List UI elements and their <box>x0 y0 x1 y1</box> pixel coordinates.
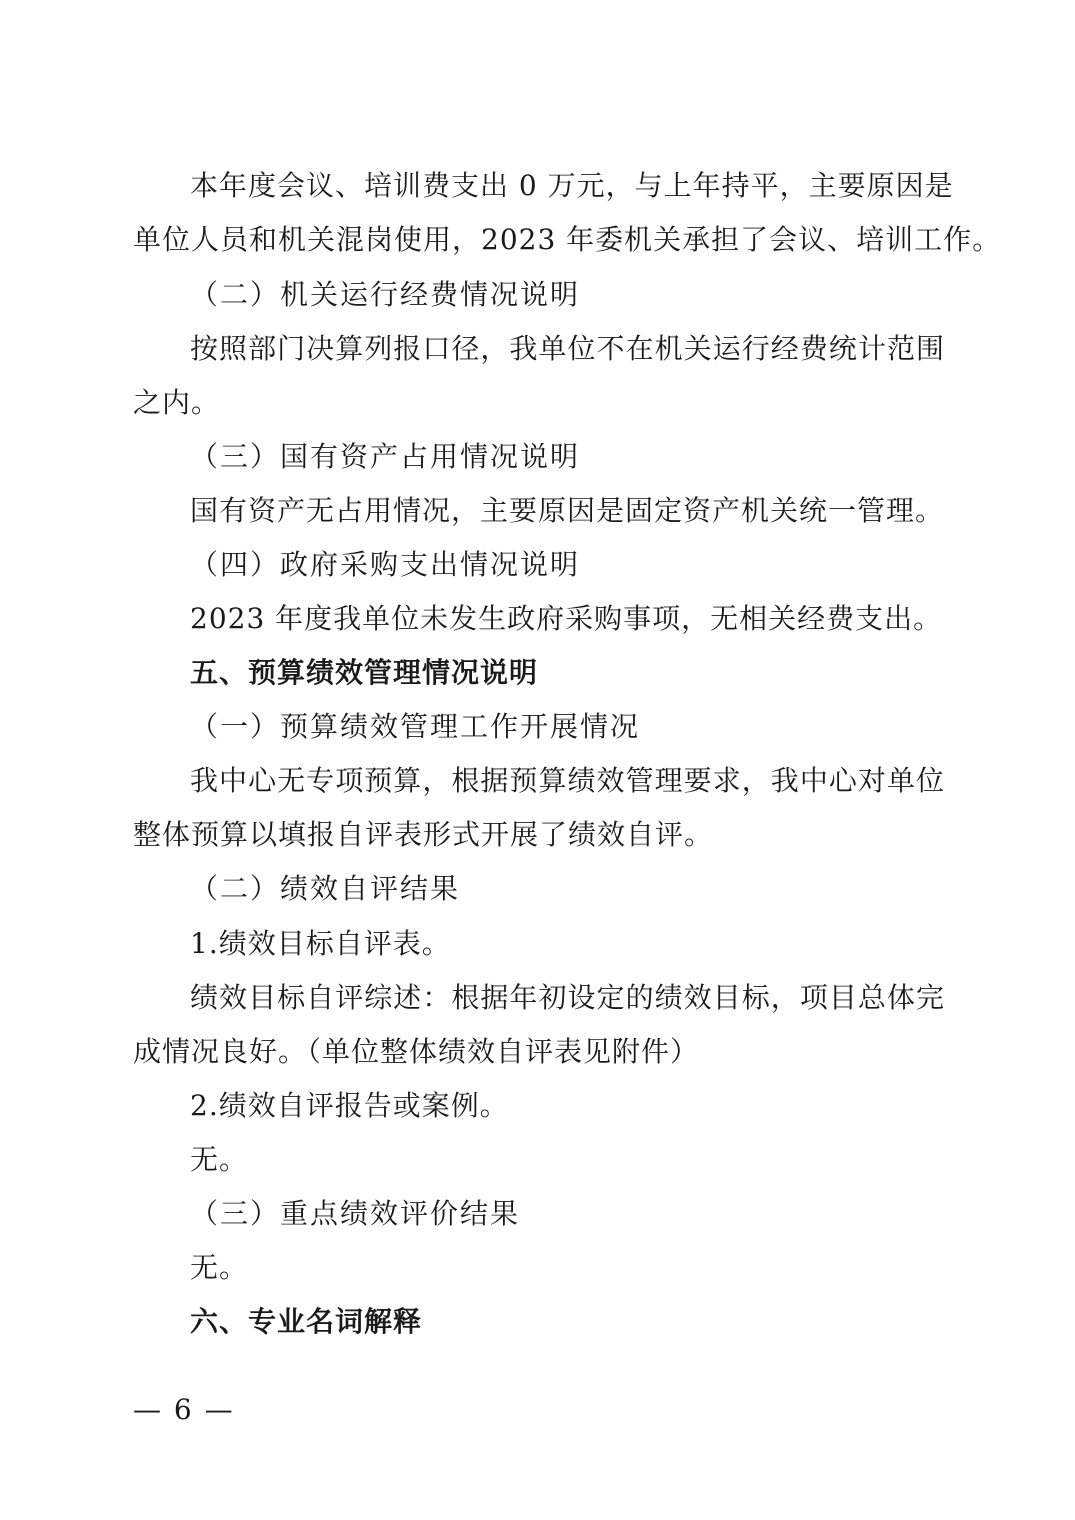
page-number: — 6 — <box>133 1393 235 1426</box>
subsection-heading: （三）国有资产占用情况说明 <box>190 440 581 473</box>
paragraph-line: 我中心无专项预算，根据预算绩效管理要求，我中心对单位 <box>190 764 945 797</box>
paragraph-line: 本年度会议、培训费支出 0 万元，与上年持平，主要原因是 <box>190 169 954 202</box>
paragraph-line: 按照部门决算列报口径，我单位不在机关运行经费统计范围 <box>190 332 945 365</box>
paragraph-line: 无。 <box>190 1251 249 1284</box>
subsection-heading: （一）预算绩效管理工作开展情况 <box>190 710 641 743</box>
subsection-heading: （四）政府采购支出情况说明 <box>190 548 581 581</box>
paragraph-line: 1.绩效目标自评表。 <box>190 927 451 960</box>
paragraph-line: 国有资产无占用情况，主要原因是固定资产机关统一管理。 <box>190 494 945 527</box>
subsection-heading: （二）机关运行经费情况说明 <box>190 278 581 311</box>
section-heading: 五、预算绩效管理情况说明 <box>190 656 539 689</box>
paragraph-line: 单位人员和机关混岗使用，2023 年委机关承担了会议、培训工作。 <box>133 223 1002 256</box>
subsection-heading: （二）绩效自评结果 <box>190 872 461 905</box>
paragraph-line: 无。 <box>190 1143 249 1176</box>
paragraph-line: 成情况良好。（单位整体绩效自评表见附件） <box>133 1035 700 1068</box>
section-heading: 六、专业名词解释 <box>190 1305 423 1338</box>
paragraph-line: 整体预算以填报自评表形式开展了绩效自评。 <box>133 818 714 851</box>
paragraph-line: 绩效目标自评综述：根据年初设定的绩效目标，项目总体完 <box>190 981 945 1014</box>
paragraph-line: 2023 年度我单位未发生政府采购事项，无相关经费支出。 <box>190 602 943 635</box>
paragraph-line: 之内。 <box>133 386 221 419</box>
subsection-heading: （三）重点绩效评价结果 <box>190 1197 521 1230</box>
paragraph-line: 2.绩效自评报告或案例。 <box>190 1089 509 1122</box>
